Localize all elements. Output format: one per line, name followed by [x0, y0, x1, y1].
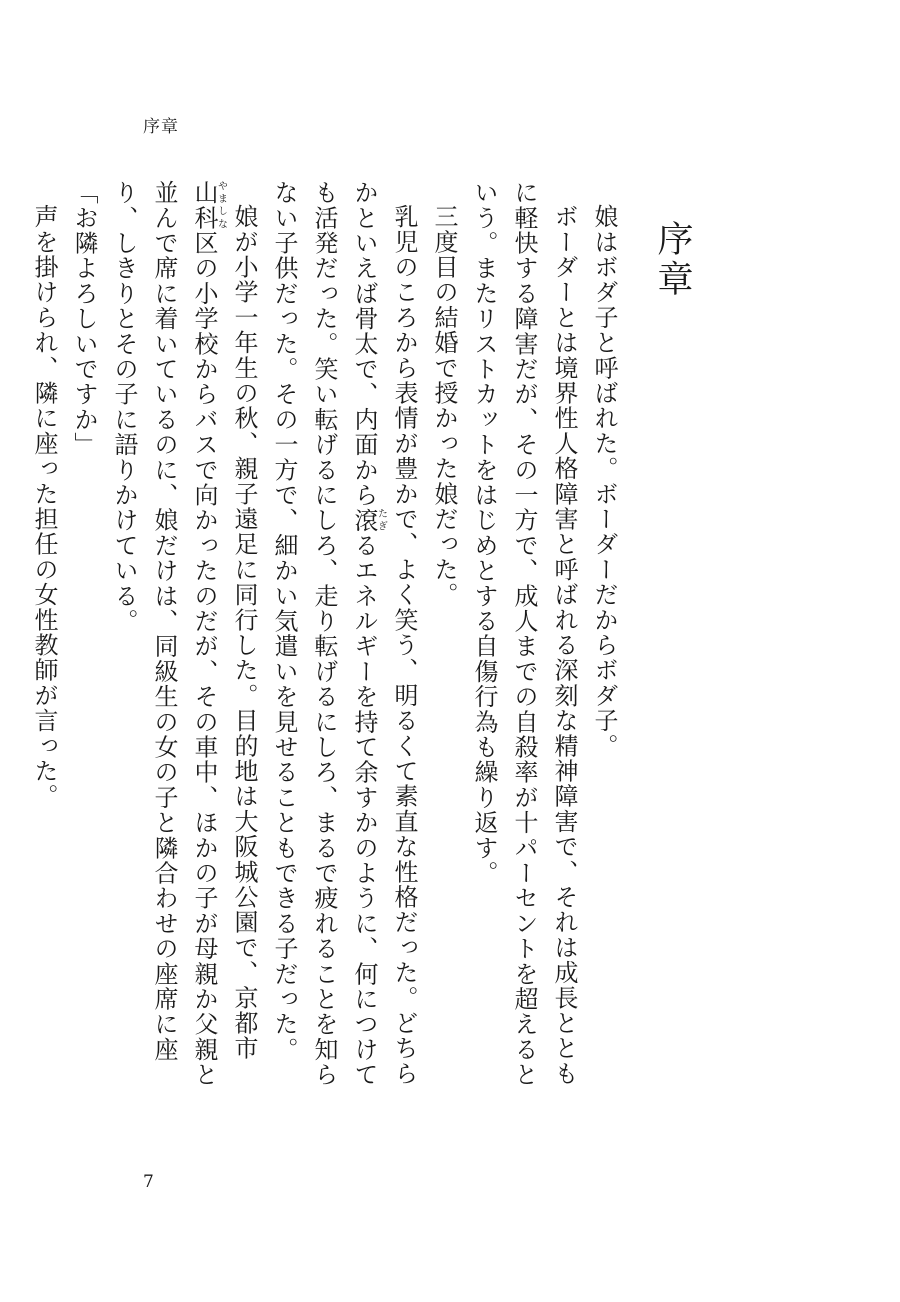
paragraph-3: 三度目の結婚で授かった娘だった。: [430, 204, 458, 608]
paragraph-5-before: 娘が小学一年生の秋、親子遠足に同行した。目的地は大阪城公園で、京都市: [230, 204, 258, 1061]
paragraph-1: 娘はボダ子と呼ばれた。ボーダーだからボダ子。: [590, 204, 618, 759]
page-body: [30, 180, 700, 1120]
paragraph-5: [104, 180, 264, 1100]
paragraph-5-after: 区の小学校からバスで向かったのだが、その車中、ほかの子が母親か父親と並んで席に着いているのに、娘だけは、同級生の女の子と隣合わせの座席に座り、しきりとその子に語りかけている。: [110, 180, 218, 1088]
paragraph-2: ボーダーとは境界性人格障害と呼ばれる深刻な精神障害で、それは成長とともに軽快する障害だが、その一方で、成人までの自殺率が十パーセントを超えるという。またリストカットをはじめとする自傷行為も繰り返す。: [470, 180, 578, 1088]
paragraph-4: [264, 180, 424, 1100]
chapter-title: 序章: [652, 220, 693, 300]
paragraph-4-after: るエネルギーを持て余すかのように、何につけても活発だった。笑い転げるにしろ、走り転げるにしろ、まるで疲れることを知らない子供だった。その一方で、細かい気遣いを見せることもできる子だった。: [270, 180, 378, 1088]
ruby-tagi: 滾たぎ: [350, 507, 387, 533]
ruby-tagi-reading: たぎ: [375, 507, 387, 533]
vertical-text-block: [30, 180, 700, 1100]
paragraph-6-dialogue: 「お隣よろしいですか」: [70, 180, 98, 458]
ruby-yamashina: 山科やましな: [190, 180, 227, 231]
paragraph-7: 声を掛けられ、隣に座った担任の女性教師が言った。: [30, 204, 58, 809]
paragraph-4-before: 乳児のころから表情が豊かで、よく笑う、明るくて素直な性格だった。どちらかといえば骨太で、内面から: [350, 180, 418, 1086]
ruby-yamashina-reading: やましな: [215, 180, 227, 231]
page-number: 7: [143, 1172, 154, 1192]
running-head: 序章: [143, 117, 179, 137]
